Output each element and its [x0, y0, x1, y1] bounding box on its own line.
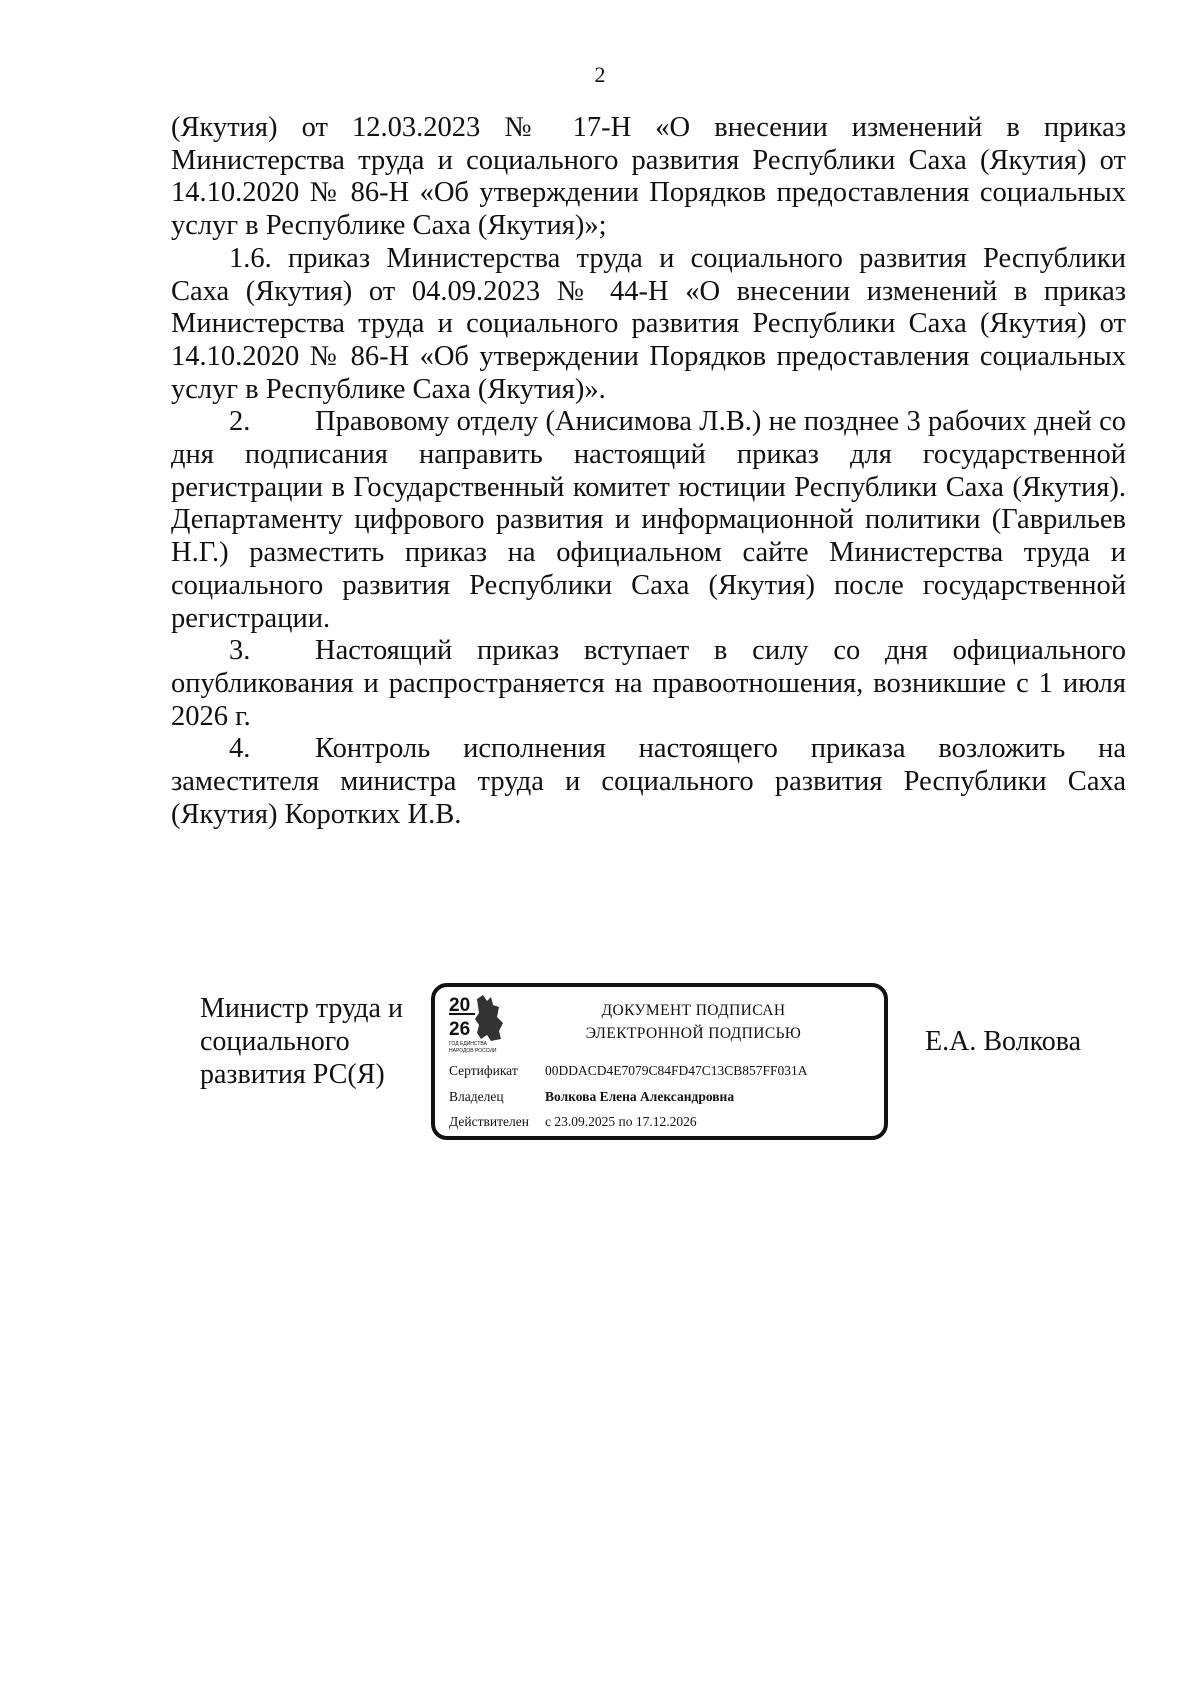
numbered-item-2	[171, 406, 1126, 635]
certificate-value: 00DDACD4E7079C84FD47C13CB857FF031A	[545, 1063, 808, 1078]
item-number: 3.	[229, 635, 251, 667]
stamp-heading	[435, 999, 892, 1045]
electronic-signature-stamp	[431, 983, 888, 1140]
certificate-label: Сертификат	[449, 1063, 518, 1078]
svg-text:20: 20	[449, 995, 471, 1016]
paragraph-continuation: (Якутия) от 12.03.2023 № 17-Н «О внесении изменений в приказ Министерства труда и социального развития Республики Саха (Якутия) от 14.10.2020 № 86-Н «Об утверждении Порядков предоставления социальных услуг в Республике Саха (Якутия)»;	[171, 112, 1126, 242]
item-text: Настоящий приказ вступает в силу со дня официального опубликования и распространяется на правоотношения, возникшие с 1 июля 2026 г.	[171, 635, 1126, 732]
validity-value: с 23.09.2025 по 17.12.2026	[545, 1114, 697, 1129]
stamp-certificate-row	[449, 1063, 808, 1079]
numbered-item-3	[171, 635, 1126, 733]
signer-name: Е.А. Волкова	[925, 1026, 1082, 1057]
document-body	[171, 112, 1126, 831]
signer-position-line: Министр труда и	[200, 993, 403, 1024]
signer-position-line: социального	[200, 1026, 350, 1057]
svg-text:26: 26	[449, 1019, 471, 1040]
validity-label: Действителен	[449, 1114, 529, 1129]
item-text: Правовому отделу (Анисимова Л.В.) не позднее 3 рабочих дней со дня подписания направить настоящий приказ для государственной регистрации в Государственный комитет юстиции Республики Саха (Якутия). Департаменту цифрового развития и информационной политики (Гаврильев Н.Г.) разместить приказ на официальном сайте Министерства труда и социального развития Республики Саха (Якутия) после государственной регистрации.	[171, 406, 1126, 634]
signer-position	[200, 992, 403, 1091]
svg-text:НАРОДОВ РОССИИ: НАРОДОВ РОССИИ	[449, 1048, 497, 1054]
page-number: 2	[594, 62, 606, 87]
stamp-owner-row	[449, 1089, 734, 1105]
numbered-item-4	[171, 733, 1126, 831]
signer-position-line: развития РС(Я)	[200, 1059, 385, 1090]
owner-value: Волкова Елена Александровна	[545, 1089, 735, 1104]
owner-label: Владелец	[449, 1089, 504, 1104]
item-number: 2.	[229, 406, 251, 438]
stamp-validity-row	[449, 1114, 697, 1130]
svg-text:ГОД ЕДИНСТВА: ГОД ЕДИНСТВА	[449, 1041, 487, 1047]
item-text: Контроль исполнения настоящего приказа возложить на заместителя министра труда и социального развития Республики Саха (Якутия) Коротких И.В.	[171, 733, 1126, 830]
item-number: 4.	[229, 733, 251, 765]
stamp-heading-line: ЭЛЕКТРОННОЙ ПОДПИСЬЮ	[585, 1025, 802, 1042]
paragraph-item-1-6: 1.6. приказ Министерства труда и социального развития Республики Саха (Якутия) от 04.09.2023 № 44-Н «О внесении изменений в приказ Министерства труда и социального развития Республики Саха (Якутия) от 14.10.2020 № 86-Н «Об утверждении Порядков предоставления социальных услуг в Республике Саха (Якутия)».	[171, 242, 1126, 405]
stamp-heading-line: ДОКУМЕНТ ПОДПИСАН	[601, 1002, 786, 1019]
